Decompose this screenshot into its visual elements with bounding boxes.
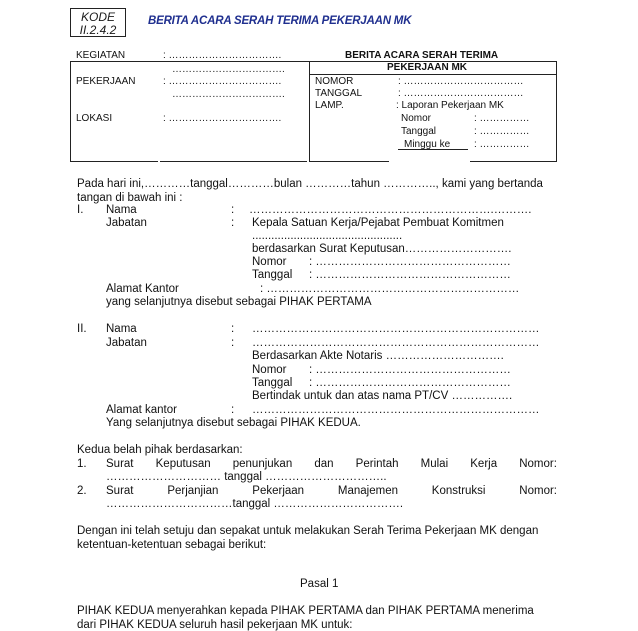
pasal-title: Pasal 1	[300, 578, 339, 590]
kode-value: II.2.4.2	[79, 23, 117, 37]
sub-tanggal-value: : ……………	[474, 126, 530, 137]
dasar-item1-number: 1.	[77, 458, 87, 470]
sub-minggu-label: Minggu ke	[404, 139, 451, 150]
pihak2-number: II.	[77, 323, 87, 335]
pihak2-closing: Yang selanjutnya disebut sebagai PIHAK KEDUA.	[106, 417, 361, 429]
dasar-item1-line1: Surat Keputusan penunjukan dan Perintah Mulai Kerja Nomor:	[106, 458, 557, 470]
pihak1-jabatan-value: Kepala Satuan Kerja/Pejabat Pembuat Komitmen	[252, 217, 504, 229]
header-title-line1: BERITA ACARA SERAH TERIMA	[345, 50, 499, 61]
pihak2-alamat-colon: :	[231, 404, 235, 416]
dasar-item1-line2: ………………………… tanggal …………………………..	[106, 471, 387, 483]
pihak2-tanggal-value: : ……………………………………………	[309, 377, 511, 389]
pihak1-number: I.	[77, 204, 84, 216]
sub-minggu-value: : ……………	[474, 139, 530, 150]
pihak1-nama-colon: :	[231, 204, 235, 216]
lokasi-value: : …………………………….	[163, 113, 282, 124]
pihak2-nomor-label: Nomor	[252, 364, 287, 376]
kegiatan-label: KEGIATAN	[76, 50, 126, 61]
pihak1-nama-label: Nama	[106, 204, 137, 216]
lokasi-label: LOKASI	[76, 113, 113, 124]
pihak1-tanggal-label: Tanggal	[252, 269, 293, 281]
pihak1-nomor-label: Nomor	[252, 256, 287, 268]
kegiatan-value: : …………………………….	[163, 50, 282, 61]
pihak1-closing: yang selanjutnya disebut sebagai PIHAK PERTAMA	[106, 296, 372, 308]
pihak2-nama-value: …………………………………………………………………	[252, 323, 540, 335]
kode-label: KODE	[80, 10, 115, 24]
pasal-line1: PIHAK KEDUA menyerahkan kepada PIHAK PERTAMA dan PIHAK PERTAMA menerima	[77, 605, 534, 617]
pasal-line2: dari PIHAK KEDUA seluruh hasil pekerjaan MK untuk:	[77, 619, 353, 631]
pihak2-nama-colon: :	[231, 323, 235, 335]
kegiatan-cont: …………………………….	[172, 64, 285, 75]
agreement-line1: Dengan ini telah setuju dan sepakat untuk melakukan Serah Terima Pekerjaan MK dengan	[77, 525, 539, 537]
pihak2-jabatan-label: Jabatan	[106, 337, 147, 349]
pihak1-jabatan-colon: :	[231, 217, 235, 229]
pihak1-tanggal-value: : ……………………………………………	[309, 269, 511, 281]
pihak1-nama-value: ……………………………………………………….……….	[249, 204, 532, 216]
dasar-heading: Kedua belah pihak berdasarkan:	[77, 444, 243, 456]
pihak1-dots-line: ...............................................	[252, 230, 403, 242]
pekerjaan-label: PEKERJAAN	[76, 76, 136, 87]
pihak2-bertindak: Bertindak untuk dan atas nama PT/CV …………….	[252, 390, 513, 402]
pihak2-alamat-label: Alamat kantor	[106, 404, 177, 416]
pihak1-jabatan-label: Jabatan	[106, 217, 147, 229]
tanggal-label: TANGGAL	[315, 88, 363, 99]
tanggal-value: : ………………………………	[398, 88, 524, 99]
sub-tanggal-label: Tanggal	[401, 126, 437, 137]
pihak2-nama-label: Nama	[106, 323, 137, 335]
pihak2-akte: Berdasarkan Akte Notaris ………………………….	[252, 350, 504, 362]
lamp-value: : Laporan Pekerjaan MK	[396, 100, 504, 111]
dasar-item2-number: 2.	[77, 485, 87, 497]
lamp-label: LAMP.	[315, 100, 344, 111]
header-title-line2: PEKERJAAN MK	[387, 62, 468, 73]
kode-box	[70, 8, 126, 37]
agreement-line2: ketentuan-ketentuan sebagai berikut:	[77, 539, 267, 551]
pihak1-alamat-label: Alamat Kantor	[106, 283, 179, 295]
pihak1-alamat-value: : …………………………………………………………	[260, 283, 520, 295]
pihak1-berdasarkan: berdasarkan Surat Keputusan……………………….	[252, 243, 512, 255]
pihak2-jabatan-value: …………………………………………………………………	[252, 337, 540, 349]
document-title: BERITA ACARA SERAH TERIMA PEKERJAAN MK	[148, 15, 412, 27]
dasar-item2-line2: ……………………………tanggal …………………………….	[106, 498, 404, 510]
intro-line1: Pada hari ini,…………tanggal…………bulan …………tahun ………….., kami yang bertanda	[77, 178, 543, 190]
sub-nomor-value: : ……………	[474, 113, 530, 124]
pekerjaan-cont: …………………………….	[172, 89, 285, 100]
dasar-item2-line1: Surat Perjanjian Pekerjaan Manajemen Konstruksi Nomor:	[106, 485, 557, 497]
pihak2-alamat-value: …………………………………………………………………	[252, 404, 540, 416]
intro-line2: tangan di bawah ini :	[77, 192, 183, 204]
pihak2-nomor-value: : ……………………………………………	[309, 364, 511, 376]
nomor-value: : ………………………………	[398, 76, 524, 87]
pihak1-nomor-value: : ……………………………………………	[309, 256, 511, 268]
pihak2-jabatan-colon: :	[231, 337, 235, 349]
sub-nomor-label: Nomor	[401, 113, 432, 124]
pekerjaan-value: : …………………………….	[163, 76, 282, 87]
nomor-label: NOMOR	[315, 76, 354, 87]
pihak2-tanggal-label: Tanggal	[252, 377, 293, 389]
